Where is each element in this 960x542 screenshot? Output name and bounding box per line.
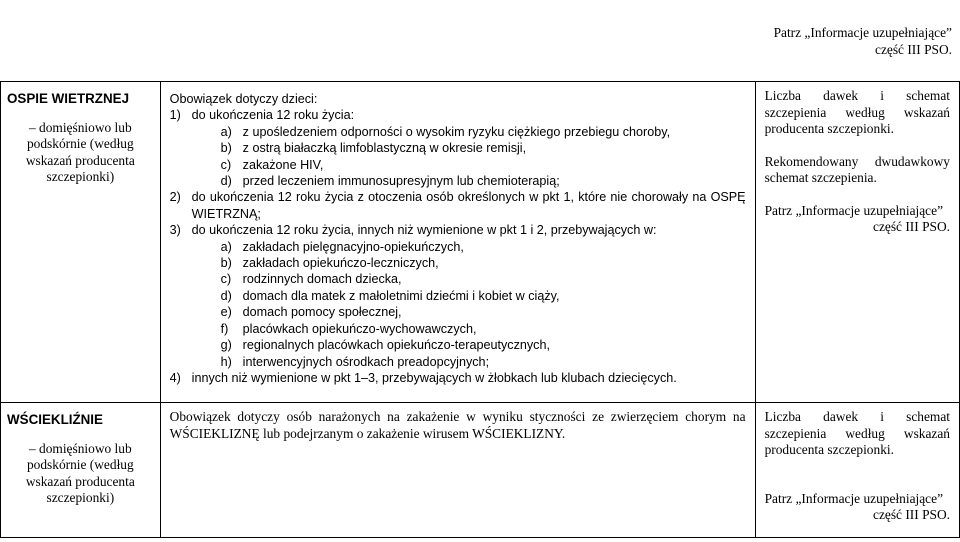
list-text: do ukończenia 12 roku życia, innych niż wymienione w pkt 1 i 2, przebywających w:: [191, 223, 657, 238]
sub-list-text: zakładach pielęgnacyjno-opiekuńczych,: [242, 239, 464, 254]
disease-title: WŚCIEKLIŹNIE: [7, 412, 103, 427]
list-item: [170, 222, 746, 238]
reference-note-line2: część III PSO.: [873, 219, 950, 234]
notes-cell: [755, 82, 959, 403]
sub-list-letter: a): [220, 124, 232, 139]
disease-title: OSPIE WIETRZNEJ: [7, 91, 130, 106]
sub-list-letter: b): [220, 256, 232, 271]
sub-list-text: przed leczeniem immunosupresyjnym lub chemioterapią;: [242, 174, 560, 189]
reference-note-line1: Patrz „Informacje uzupełniające”: [764, 490, 944, 506]
sub-list-letter: a): [220, 239, 232, 254]
sub-list-text: zakładach opiekuńczo-leczniczych,: [242, 256, 439, 271]
list-text: do ukończenia 12 roku życia:: [191, 108, 355, 123]
sub-list-letter: d): [220, 288, 232, 303]
reference-note-line1: Patrz „Informacje uzupełniające”: [764, 202, 944, 218]
sub-list-item: [170, 140, 746, 156]
list-number: 3): [169, 223, 181, 238]
notes-cell: [755, 403, 959, 538]
route-text: – domięśniowo lub podskórnie (według wskazań producenta szczepionki): [25, 440, 135, 505]
sub-list-letter: d): [220, 174, 232, 189]
list-number: 1): [169, 108, 181, 123]
sub-list-item: [170, 304, 746, 320]
obligation-text: Obowiązek dotyczy osób narażonych na zakażenie w wyniku styczności ze zwierzęciem chorym na WŚCIEKLIZNĘ lub podejrzanym o zakażenie wirusem WŚCIEKLIZNY.: [169, 409, 746, 441]
list-item: [170, 189, 746, 222]
sub-list-item: [170, 255, 746, 271]
disease-cell: [1, 403, 161, 538]
route-text: – domięśniowo lub podskórnie (według wskazań producenta szczepionki): [25, 119, 135, 184]
sub-list-item: [170, 337, 746, 353]
header-reference-line2: część III PSO.: [875, 42, 952, 57]
sub-list-item: [170, 271, 746, 287]
vaccination-table: [0, 81, 960, 538]
header-reference: [722, 24, 952, 58]
obligation-intro: Obowiązek dotyczy dzieci:: [169, 92, 318, 106]
disease-cell: [1, 82, 161, 403]
sub-list-text: interwencyjnych ośrodkach preadopcyjnych;: [242, 354, 490, 369]
list-number: 2): [169, 190, 181, 205]
sub-list-text: rodzinnych domach dziecka,: [242, 272, 402, 287]
sub-list-letter: g): [220, 338, 232, 353]
sub-list-item: [170, 239, 746, 255]
sub-list-letter: e): [220, 305, 232, 320]
sub-list-text: domach pomocy społecznej,: [242, 305, 402, 320]
list-text: do ukończenia 12 roku życia z otoczenia osób określonych w pkt 1, które nie chorowały na OSPĘ WIETRZNĄ;: [191, 190, 746, 221]
dose-note: Liczba dawek i schemat szczepienia według wskazań producenta szczepionki.: [764, 88, 950, 136]
sub-list-letter: b): [220, 141, 232, 156]
sub-list-item: [170, 321, 746, 337]
dose-note: Liczba dawek i schemat szczepienia według wskazań producenta szczepionki.: [764, 409, 950, 457]
sub-list-text: placówkach opiekuńczo-wychowawczych,: [242, 321, 477, 336]
list-item: [170, 107, 746, 123]
table-row: [1, 403, 960, 538]
sub-list-letter: c): [220, 272, 232, 287]
sub-list-text: domach dla matek z małoletnimi dziećmi i kobiet w ciąży,: [242, 288, 560, 303]
sub-list-text: regionalnych placówkach opiekuńczo-terapeutycznych,: [242, 338, 550, 353]
table-row: [1, 82, 960, 403]
recommendation-note: Rekomendowany dwudawkowy schemat szczepienia.: [764, 153, 950, 185]
sub-list-item: [170, 288, 746, 304]
sub-list-letter: f): [220, 321, 229, 336]
sub-list-text: z upośledzeniem odporności o wysokim ryzyku ciężkiego przebiegu choroby,: [242, 124, 671, 139]
sub-list-item: [170, 157, 746, 173]
list-number: 4): [169, 370, 181, 385]
obligation-cell: [160, 403, 755, 538]
sub-list-letter: c): [220, 157, 232, 172]
obligation-cell: [160, 82, 755, 403]
sub-list-item: [170, 354, 746, 370]
reference-note-line2: część III PSO.: [873, 507, 950, 522]
sub-list-letter: h): [220, 354, 232, 369]
sub-list-item: [170, 124, 746, 140]
header-reference-line1: Patrz „Informacje uzupełniające”: [773, 25, 952, 40]
sub-list-text: z ostrą białaczką limfoblastyczną w okresie remisji,: [242, 141, 527, 156]
sub-list-item: [170, 173, 746, 189]
list-item: [170, 370, 746, 386]
sub-list-text: zakażone HIV,: [242, 157, 324, 172]
list-text: innych niż wymienione w pkt 1–3, przebywających w żłobkach lub klubach dziecięcych.: [191, 370, 677, 385]
